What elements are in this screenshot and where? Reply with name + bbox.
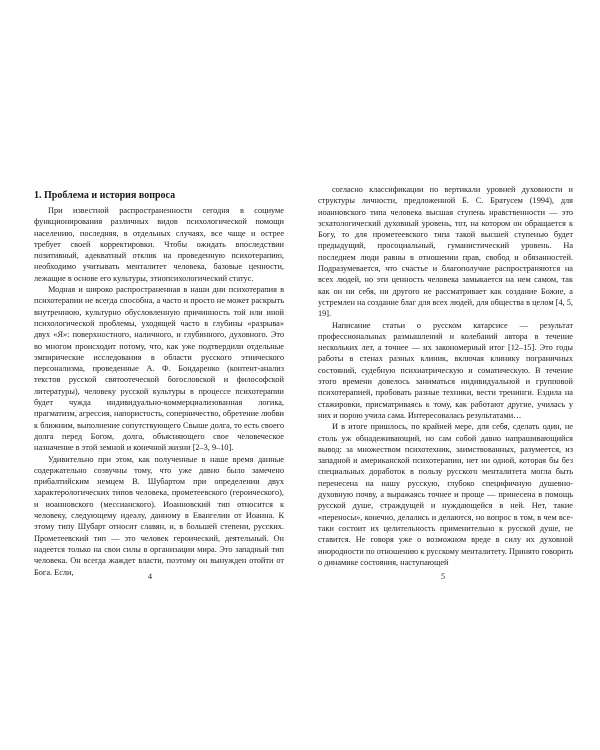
left-paragraph: При известной распространенности сегодня в социуме функционирования различных видов психологической помощи населению, последняя, в отдельных случаях, все чаще и острее требует своей корректировки. Чтобы ожидать впоследствии позитивный, адекватный отклик на проведенную психотерапию, необходимо учитывать менталитет человека, базовые ценности, лежащие в основе его культуры, этнопсихологический статус. [34, 206, 284, 283]
right-paragraph: Написание статьи о русском катарсисе — результат профессиональных размышлений и колебаний автора в течение нескольких лет, а точнее — их закономерный итог [12–15]. Это годы работы в стенах разных клиник, включая клинику пограничных состояний, судебную психиатрическую и соматическую. В течение этого времени довелось заниматься индивидуальной и групповой психотерапией, пробовать разные техники, вести тренинги. Ездила на стажировки, присматриваясь к тому, как работают другие, училась у них и порою учила сама. Интересовалась результатами… [318, 320, 573, 420]
left-paragraph: Модная и широко распространенная в наши дни психотерапия в психотерапии не всегда способна, а часто и просто не может раскрыть внутреннюю, культурно обусловленную причинность той или иной психологической проблемы, уходящей часто в глубины «разрыва» двух «Я»: поверхностного, наличного, и глубинного, духовного. Это во многом происходит потому, что, как уже подтвердили отдельные эмпирические исследования в области русского этнического персонализма, проведенные А. Ф. Бондаренко (контент-анализ текстов русской святоотеческой богословской и философской литературы), человеку русской культуры в процессе психотерапии будет чужда индивидуально-коммерциализованная логика, прагматизм, агрессия, напористость, соперничество, обретение любви к ближним, выполнение сопутствующего Свыше долга, то есть своего долга перед Богом, долга, объясняющего свое человеческое назначение в этой земной и конечной жизни [2–3, 9–10]. [34, 285, 284, 453]
left-page-text [34, 190, 284, 578]
right-paragraph: согласно классификации по вертикали уровней духовности и структуры личности, предложенной Б. С. Братусем (1994), для иоанновского типа человека высшая ступень нравственности — это эсхатологический духовный уровень, тот, на котором он обращается к Богу, то для прометеевского типа такой высшей ступенью будет предыдущий, просоциальный, гуманистический уровень. На последнем люди равны в отношении прав, свобод и обязанностей. Подразумевается, что счастье и благополучие распространяются на всех людей, но эти ценность человека замыкается на нем самом, так как он ни себя, ни другого не рассматривает как создание Божие, а устремлен на создание благ для всех людей, для общества в целом [4, 5, 19]. [318, 185, 573, 319]
section-heading: 1. Проблема и история вопроса [34, 190, 176, 201]
right-page-number: 5 [441, 572, 445, 581]
left-page-number: 4 [148, 572, 152, 581]
right-page-text [318, 184, 573, 568]
left-paragraph: Удивительно при этом, как полученные в наше время данные содержательно созвучны тому, что уже давно было замечено прибалтийским немцем В. Шубартом при определении двух характерологических типов человека, прометеевского (героического), и иоанновского (мессианского). Иоанновский тип относится к человеку, следующему идеалу, данному в Евангелии от Иоанна. К этому типу Шубарт относит славян, и, в большей степени, русских. Прометеевский тип — это человек героический, деятельный. Он надеется только на свои силы в организации мира. Это западный тип человека. Он всегда жаждет власти, поэтому он вынужден отойти от Бога. Если, [34, 454, 284, 577]
right-paragraph: И в итоге пришлось, по крайней мере, для себя, сделать один, не столь уж обнадеживающий, но сам собой давно напрашивающийся вывод: за множеством психотехник, заимствованных, разумеется, из западной и американской психотерапии, нет ни одной, которая бы без специальных доработок в пользу русского менталитета могла быть перенесена на нашу русскую, глубоко специфичную душевно-духовную почву, а выражаясь точнее и проще — принесена в помощь русской душе, страждущей и нуждающейся в ней. Нет, такие «переносы», конечно, делались и делаются, но вопрос в том, в чем все-таки состоит их целительность применительно к русской душе, не ставится. Не говоря уже о возможном вреде в силу их духовной инородности по отношению к русскому менталитету. Принято говорить о динамике состояния, наступающей [318, 422, 573, 567]
